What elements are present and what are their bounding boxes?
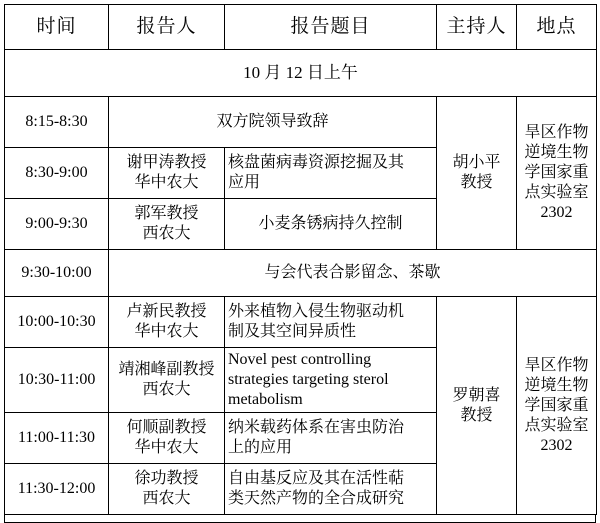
place-line-5: 2302 [540, 436, 573, 454]
row-time: 10:00-10:30 [5, 297, 109, 348]
table-row [5, 297, 597, 348]
row-topic [225, 464, 437, 515]
column-header-speaker: 报告人 [109, 5, 225, 50]
row-topic [225, 413, 437, 464]
place-line-2: 逆境生物 [524, 376, 589, 394]
row-topic [225, 148, 437, 199]
row-time: 11:30-12:00 [5, 464, 109, 515]
session-banner-morning: 10 月 12 日上午 [5, 50, 597, 97]
place-line-4: 点实验室 [524, 184, 589, 201]
place-line-2: 逆境生物 [524, 144, 589, 161]
speaker-affiliation: 华中农大 [134, 323, 199, 340]
speaker-affiliation: 西农大 [142, 225, 191, 242]
row-topic [225, 348, 437, 413]
topic-line-1: 自由基反应及其在活性萜 [228, 470, 405, 487]
row-topic: 小麦条锈病持久控制 [225, 199, 437, 250]
speaker-name: 靖湘峰副教授 [118, 361, 215, 378]
place-line-5: 2302 [540, 204, 573, 221]
speaker-name: 谢甲涛教授 [126, 154, 207, 171]
topic-line-2: strategies targeting sterol [228, 371, 389, 388]
row-speaker [109, 464, 225, 515]
place-line-1: 旱区作物 [524, 356, 589, 374]
speaker-affiliation: 华中农大 [134, 174, 199, 191]
place-line-3: 学国家重 [524, 396, 589, 414]
topic-line-1: 纳米载药体系在害虫防治 [228, 419, 405, 436]
topic-line-3: metabolism [228, 391, 303, 408]
chair-title: 教授 [460, 174, 493, 191]
table-row [5, 97, 597, 148]
speaker-affiliation: 西农大 [142, 490, 191, 507]
topic-line-1: Novel pest controlling [228, 351, 372, 368]
row-speaker [109, 413, 225, 464]
column-header-time: 时间 [5, 5, 109, 50]
row-time: 8:30-9:00 [5, 148, 109, 199]
row-chair [437, 297, 517, 515]
row-topic [225, 297, 437, 348]
topic-line-2: 上的应用 [228, 439, 293, 456]
place-line-4: 点实验室 [524, 416, 589, 434]
session-banner-row [5, 50, 597, 97]
table-header-row [5, 5, 597, 50]
topic-line-1: 核盘菌病毒资源挖掘及其 [228, 154, 405, 171]
chair-name: 罗朝喜 [452, 386, 501, 404]
topic-line-1: 外来植物入侵生物驱动机 [228, 303, 405, 320]
row-chair [437, 97, 517, 250]
column-header-chair: 主持人 [437, 5, 517, 50]
row-time: 9:00-9:30 [5, 199, 109, 250]
row-time: 10:30-11:00 [5, 348, 109, 413]
break-label: 与会代表合影留念、茶歇 [109, 250, 597, 297]
topic-line-2: 类天然产物的全合成研究 [228, 490, 405, 507]
row-speaker [109, 297, 225, 348]
schedule-table [4, 4, 597, 515]
speaker-name: 何顺副教授 [126, 419, 207, 436]
column-header-place: 地点 [517, 5, 597, 50]
topic-line-2: 应用 [228, 174, 261, 191]
speaker-name: 郭军教授 [134, 205, 199, 222]
chair-title: 教授 [460, 406, 493, 424]
speaker-name: 卢新民教授 [126, 303, 207, 320]
row-time: 11:00-11:30 [5, 413, 109, 464]
row-speaker [109, 199, 225, 250]
topic-line-2: 制及其空间异质性 [228, 323, 357, 340]
row-place [517, 297, 597, 515]
row-place [517, 97, 597, 250]
row-speaker [109, 148, 225, 199]
row-topic: 双方院领导致辞 [109, 97, 437, 148]
chair-name: 胡小平 [452, 154, 501, 171]
speaker-affiliation: 华中农大 [134, 439, 199, 456]
column-header-topic: 报告题目 [225, 5, 437, 50]
place-line-1: 旱区作物 [524, 124, 589, 141]
speaker-name: 徐功教授 [134, 470, 199, 487]
table-continuation-edge [4, 515, 596, 523]
break-row [5, 250, 597, 297]
row-speaker [109, 348, 225, 413]
speaker-affiliation: 西农大 [142, 381, 191, 398]
row-time: 9:30-10:00 [5, 250, 109, 297]
place-line-3: 学国家重 [524, 164, 589, 181]
row-time: 8:15-8:30 [5, 97, 109, 148]
